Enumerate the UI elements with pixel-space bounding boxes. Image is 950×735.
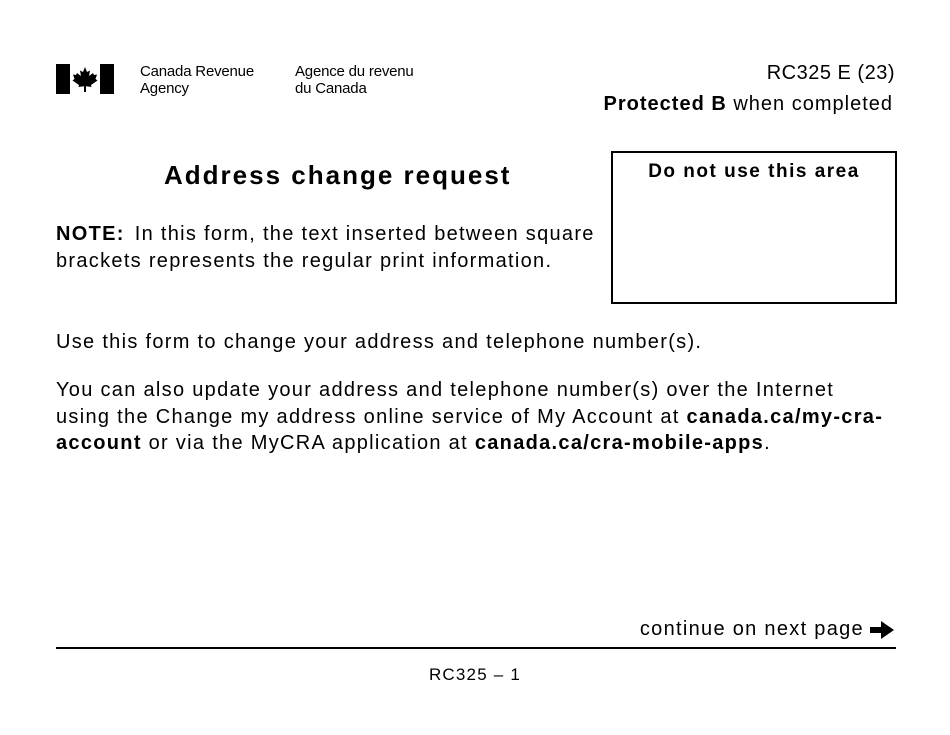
page-title: Address change request bbox=[164, 160, 512, 190]
form-number: RC325 E (23) bbox=[766, 62, 895, 84]
agency-name-english: Canada Revenue Agency bbox=[140, 63, 254, 97]
canada-flag-icon bbox=[56, 64, 114, 94]
my-account-link[interactable]: canada.ca/my-cra-account bbox=[56, 405, 884, 454]
note-label: NOTE: bbox=[56, 223, 125, 245]
continue-next-page[interactable] bbox=[640, 618, 896, 641]
continue-label: continue on next page bbox=[639, 618, 864, 640]
office-use-box bbox=[611, 151, 897, 304]
note-text: In this form, the text inserted between square brackets represents the regular print information. bbox=[56, 223, 595, 272]
online-update-paragraph: You can also update your address and telephone number(s) over the Internet using the Change my address online service of My Account at canada.ca/my-cra-account or via the MyCRA application at canada.ca/cra-mobile-apps. bbox=[56, 379, 884, 454]
arrow-right-icon bbox=[868, 619, 896, 641]
footer-divider bbox=[56, 647, 896, 649]
page-number: RC325 – 1 bbox=[428, 665, 522, 684]
agency-name-french: Agence du revenu du Canada bbox=[295, 63, 414, 97]
usage-paragraph: Use this form to change your address and telephone number(s). bbox=[56, 331, 703, 353]
note-paragraph bbox=[56, 221, 601, 274]
protected-status: Protected B when completed bbox=[603, 93, 893, 115]
office-use-label: Do not use this area bbox=[648, 161, 860, 182]
mobile-apps-link[interactable]: canada.ca/cra-mobile-apps bbox=[474, 432, 765, 454]
protected-level: Protected B bbox=[603, 93, 727, 115]
